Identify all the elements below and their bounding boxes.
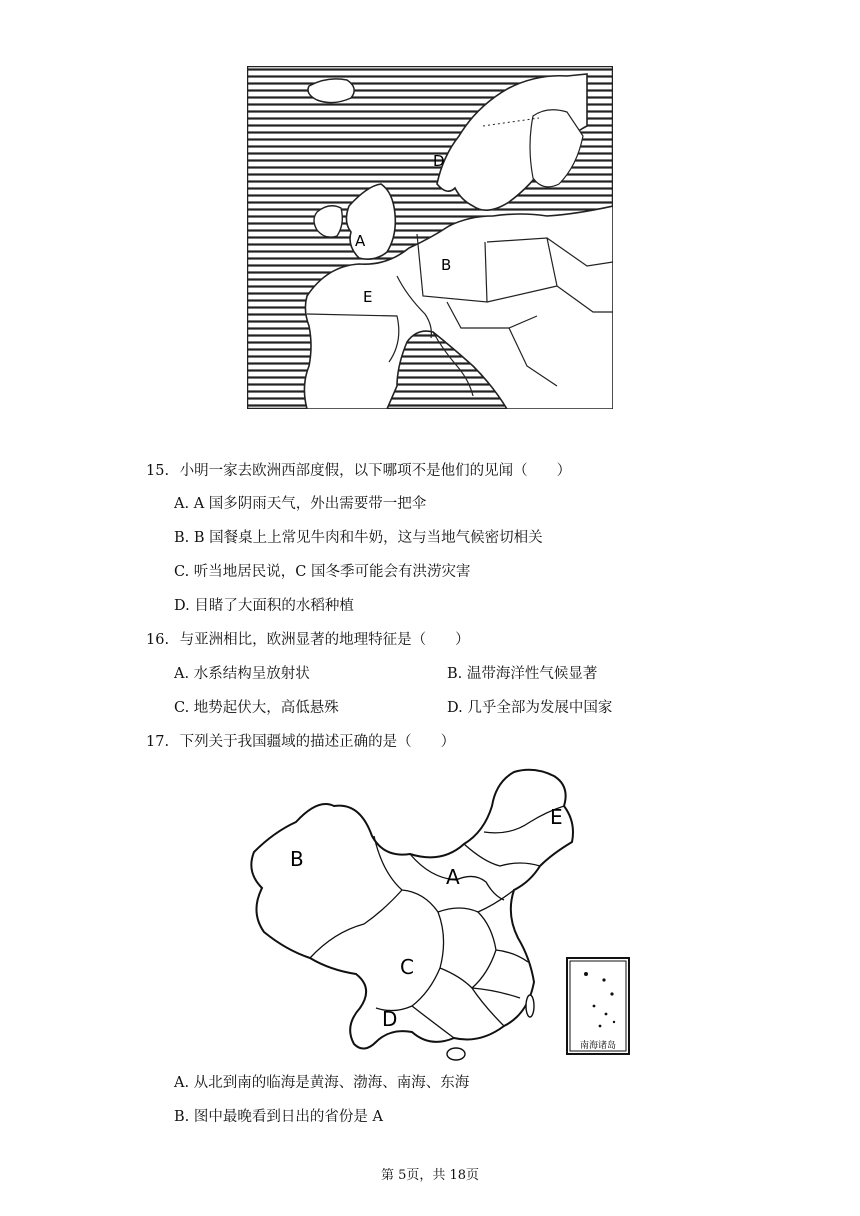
china-map-graphic [234, 762, 632, 1062]
china-map [234, 762, 632, 1062]
question-number: 15. [146, 463, 170, 479]
option-17-a: A. 从北到南的临海是黄海、渤海、南海、东海 [174, 1075, 470, 1091]
option-15-d: D. 目睹了大面积的水稻种植 [174, 598, 354, 614]
europe-label-b: B [441, 256, 452, 274]
question-number: 16. [146, 632, 170, 648]
china-label-d: D [382, 1007, 398, 1031]
europe-map [247, 66, 613, 409]
china-label-c: C [400, 955, 414, 979]
question-stem: 小明一家去欧洲西部度假，以下哪项不是他们的见闻（ ） [179, 463, 572, 479]
europe-map-graphic [247, 66, 613, 409]
option-16-a: A. 水系结构呈放射状 [174, 666, 310, 682]
question-number: 17. [146, 734, 170, 750]
europe-label-e: E [363, 288, 373, 306]
question-stem: 下列关于我国疆域的描述正确的是（ ） [179, 734, 456, 750]
question-16 [146, 630, 470, 650]
question-17 [146, 732, 455, 752]
option-17-b: B. 图中最晚看到日出的省份是 A [174, 1109, 383, 1125]
china-label-a: A [446, 865, 460, 889]
question-15 [146, 461, 571, 481]
europe-label-d: D [433, 152, 445, 170]
europe-label-a: A [355, 232, 366, 250]
option-16-d: D. 几乎全部为发展中国家 [447, 700, 613, 716]
inset-label: 南海诸岛 [579, 1041, 617, 1051]
page-footer: 第 5页，共 18页 [380, 1168, 480, 1183]
option-15-b: B. B 国餐桌上上常见牛肉和牛奶，这与当地气候密切相关 [174, 530, 543, 546]
china-label-b: B [290, 847, 304, 871]
option-15-a: A. A 国多阴雨天气，外出需要带一把伞 [174, 496, 427, 512]
question-stem: 与亚洲相比，欧洲显著的地理特征是（ ） [179, 632, 470, 648]
china-label-e: E [550, 805, 563, 829]
option-15-c: C. 听当地居民说，C 国冬季可能会有洪涝灾害 [174, 564, 471, 580]
option-16-c: C. 地势起伏大，高低悬殊 [174, 700, 339, 716]
option-16-b: B. 温带海洋性气候显著 [447, 666, 598, 682]
